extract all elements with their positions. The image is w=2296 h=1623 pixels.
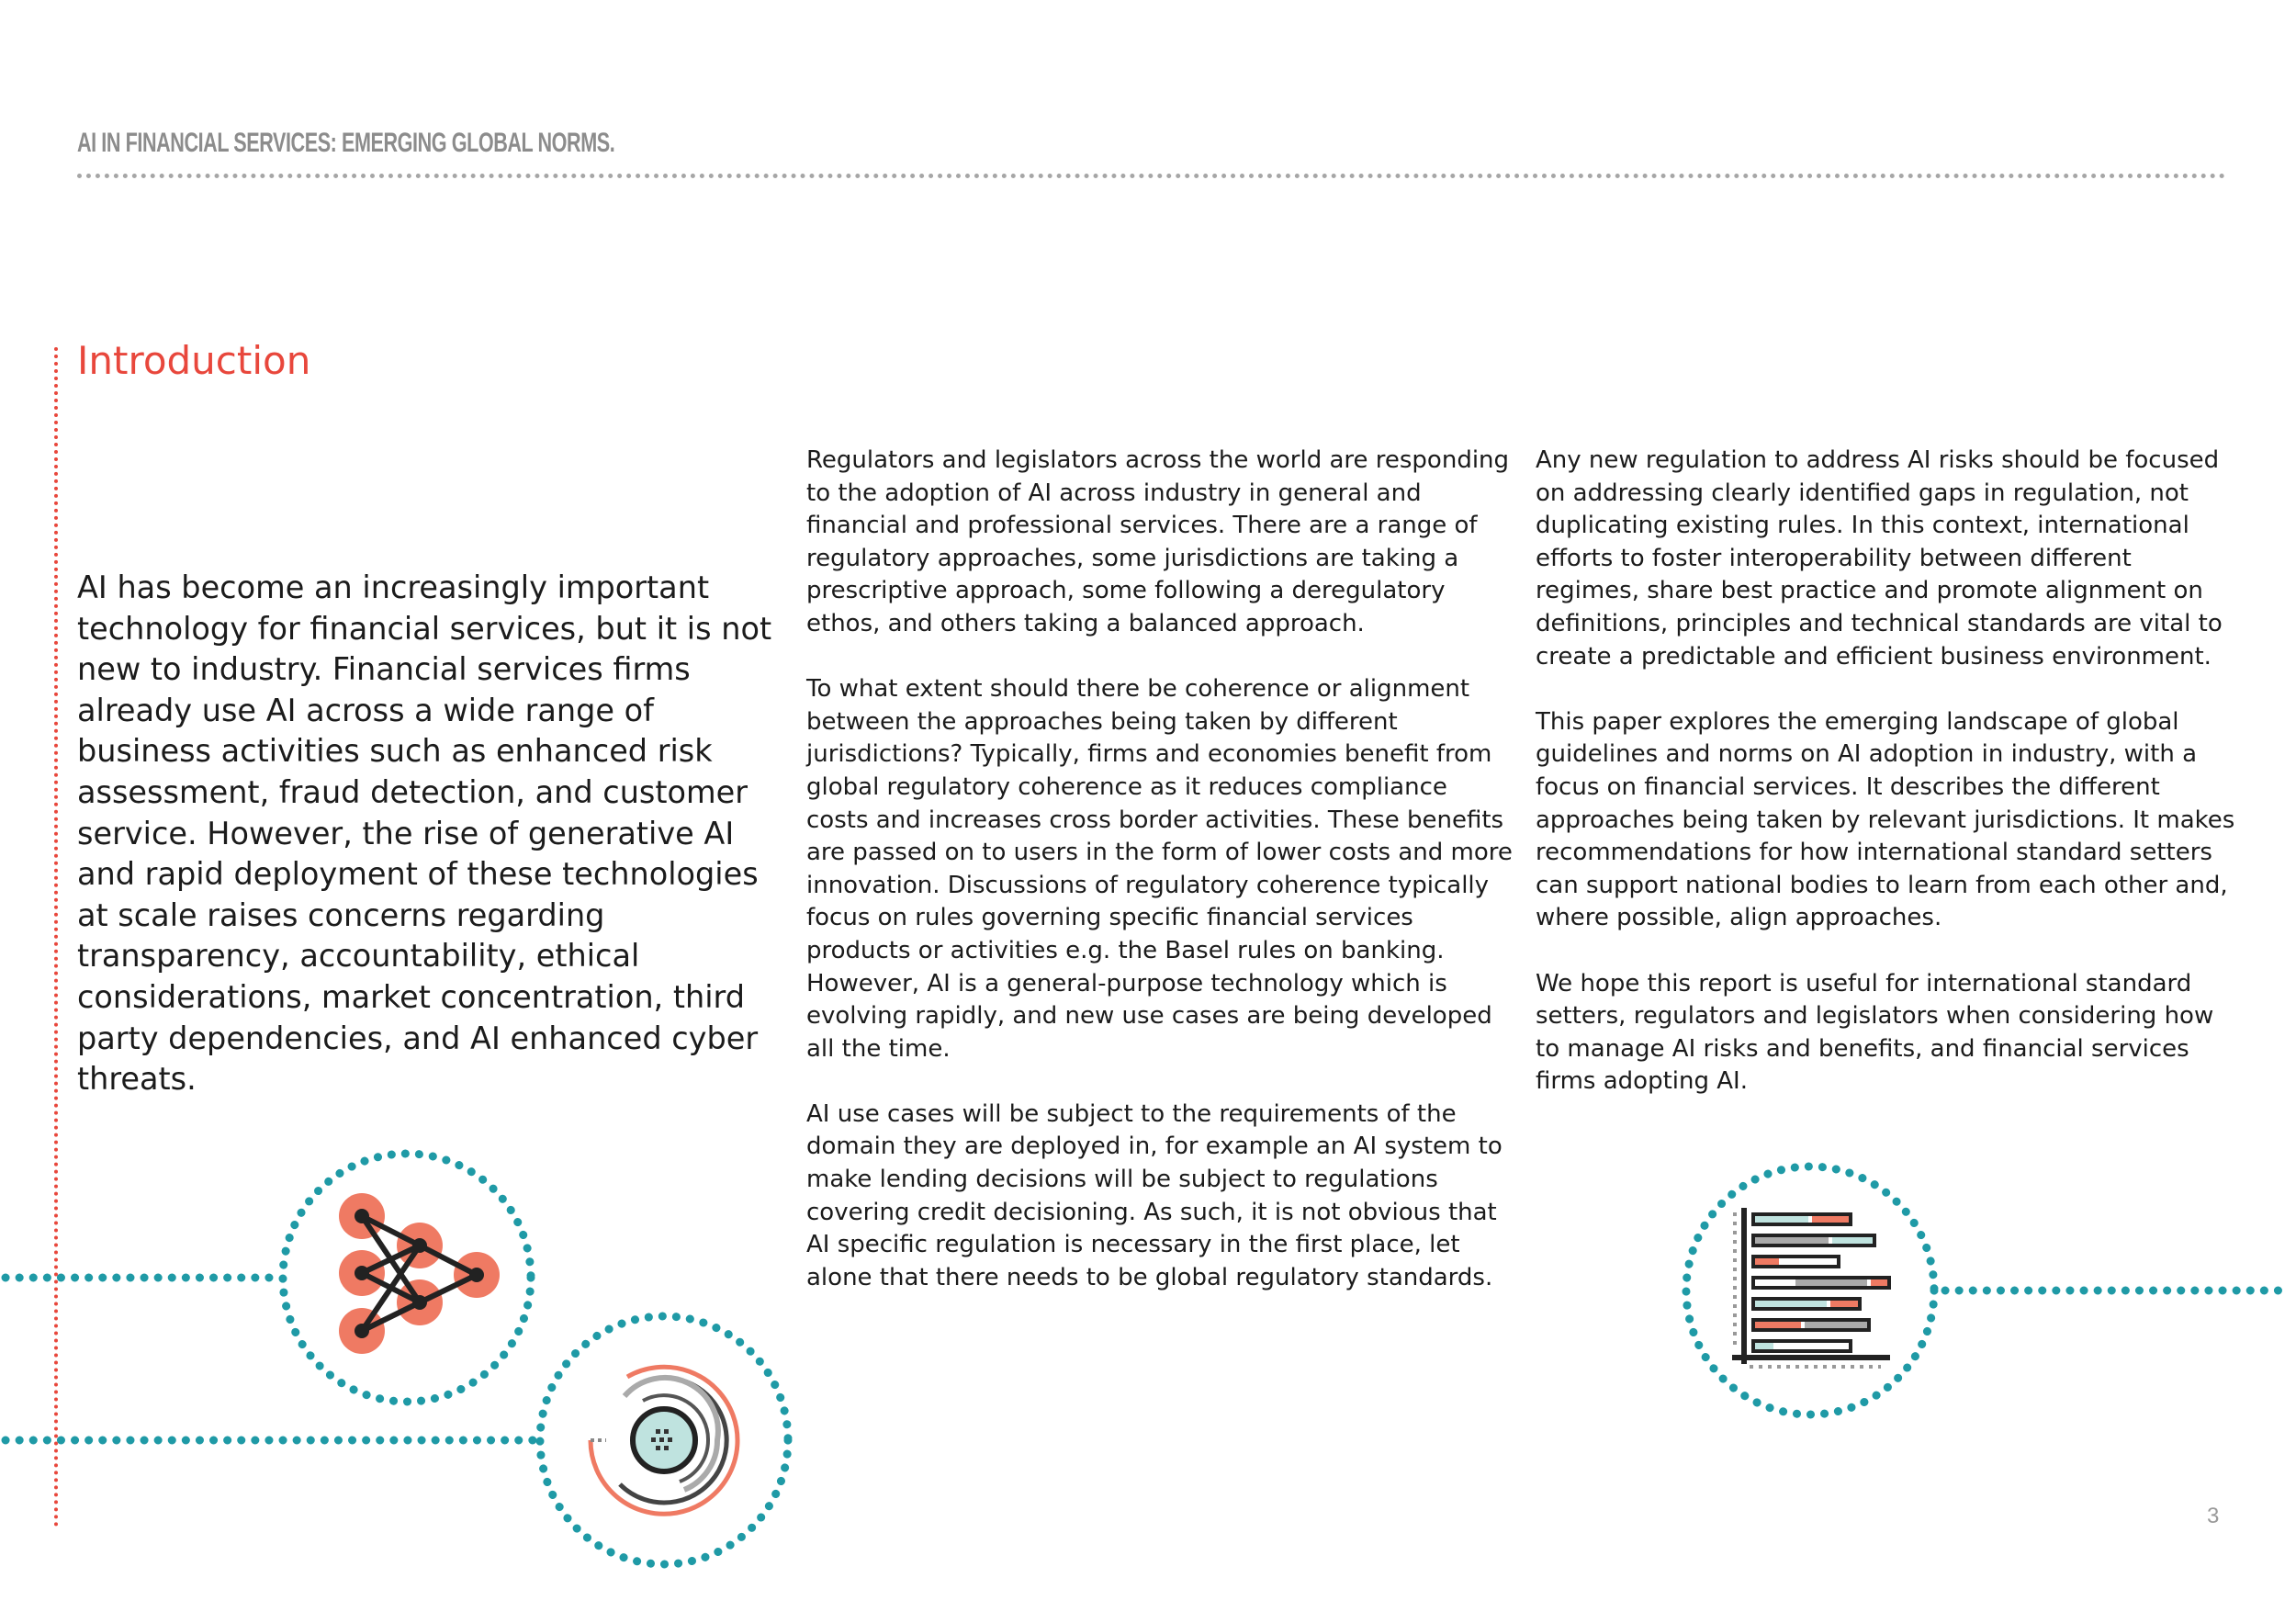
bar-chart-icon — [1686, 1167, 1934, 1414]
paragraph: To what extent should there be coherence or alignment between the approaches being taken by different jurisdictions? Typically, firms and economies benefit from global regulatory coherence as it reduces compliance costs and increases cross border activities. These benefits are passed on to users in the form of lower costs and more innovation. Discussions of regulatory coherence typically focus on rules governing specific financial services products or activities e.g. the Basel rules on banking. However, AI is a general-purpose technology which is evolving rapidly, and new use cases are being developed all the time. — [806, 675, 1513, 1063]
paragraph: Regulators and legislators across the world are responding to the adoption of AI across industry in general and financial and professional services. There are a range of regulatory approaches, some jurisdictions are taking a prescriptive approach, some following a deregulatory ethos, and others taking a balanced approach. — [806, 446, 1510, 637]
paragraph: Any new regulation to address AI risks should be focused on addressing clearly identified gaps in regulation, not duplicating existing rules. In this context, international efforts to foster interoperability between different regimes, share best practice and promote alignment on definitions, principles and technical standards are vital to create a predictable and efficient business environment. — [1536, 446, 2223, 671]
dotted-connector-lines — [6, 1278, 2290, 1440]
paragraph: We hope this report is useful for international standard setters, regulators and legislators when considering how to manage AI risks and benefits, and financial services firms adopting AI. — [1536, 969, 2214, 1096]
lead-paragraph: AI has become an increasingly important technology for financial services, but it is not new to industry. Financial services firms already use AI across a wide range of business activities such as enhanced risk assessment, fraud detection, and customer service. However, the rise of generative AI and rapid deployment of these technologies at scale raises concerns regarding transparency, accountability, ethical considerations, market concentration, third party dependencies, and AI enhanced cyber threats. — [77, 569, 772, 1098]
network-icon — [283, 1154, 531, 1402]
section-title: Introduction — [77, 338, 311, 383]
running-header: AI IN FINANCIAL SERVICES: EMERGING GLOBAL NORMS. — [77, 128, 615, 158]
paragraph: AI use cases will be subject to the requirements of the domain they are deployed in, for example an AI system to make lending decisions will be subject to regulations covering credit decisioning. As such, it is not obvious that AI specific regulation is necessary in the first place, let alone that there needs to be global regulatory standards. — [806, 1099, 1503, 1291]
paragraph: This paper explores the emerging landscape of global guidelines and norms on AI adoption in industry, with a focus on financial services. It describes the different approaches being taken by relevant jurisdictions. It makes recommendations for how international standard setters can support national bodies to learn from each other and, where possible, align approaches. — [1536, 707, 2235, 932]
page-number: 3 — [2207, 1504, 2220, 1528]
radial-gauge-icon — [540, 1316, 788, 1564]
